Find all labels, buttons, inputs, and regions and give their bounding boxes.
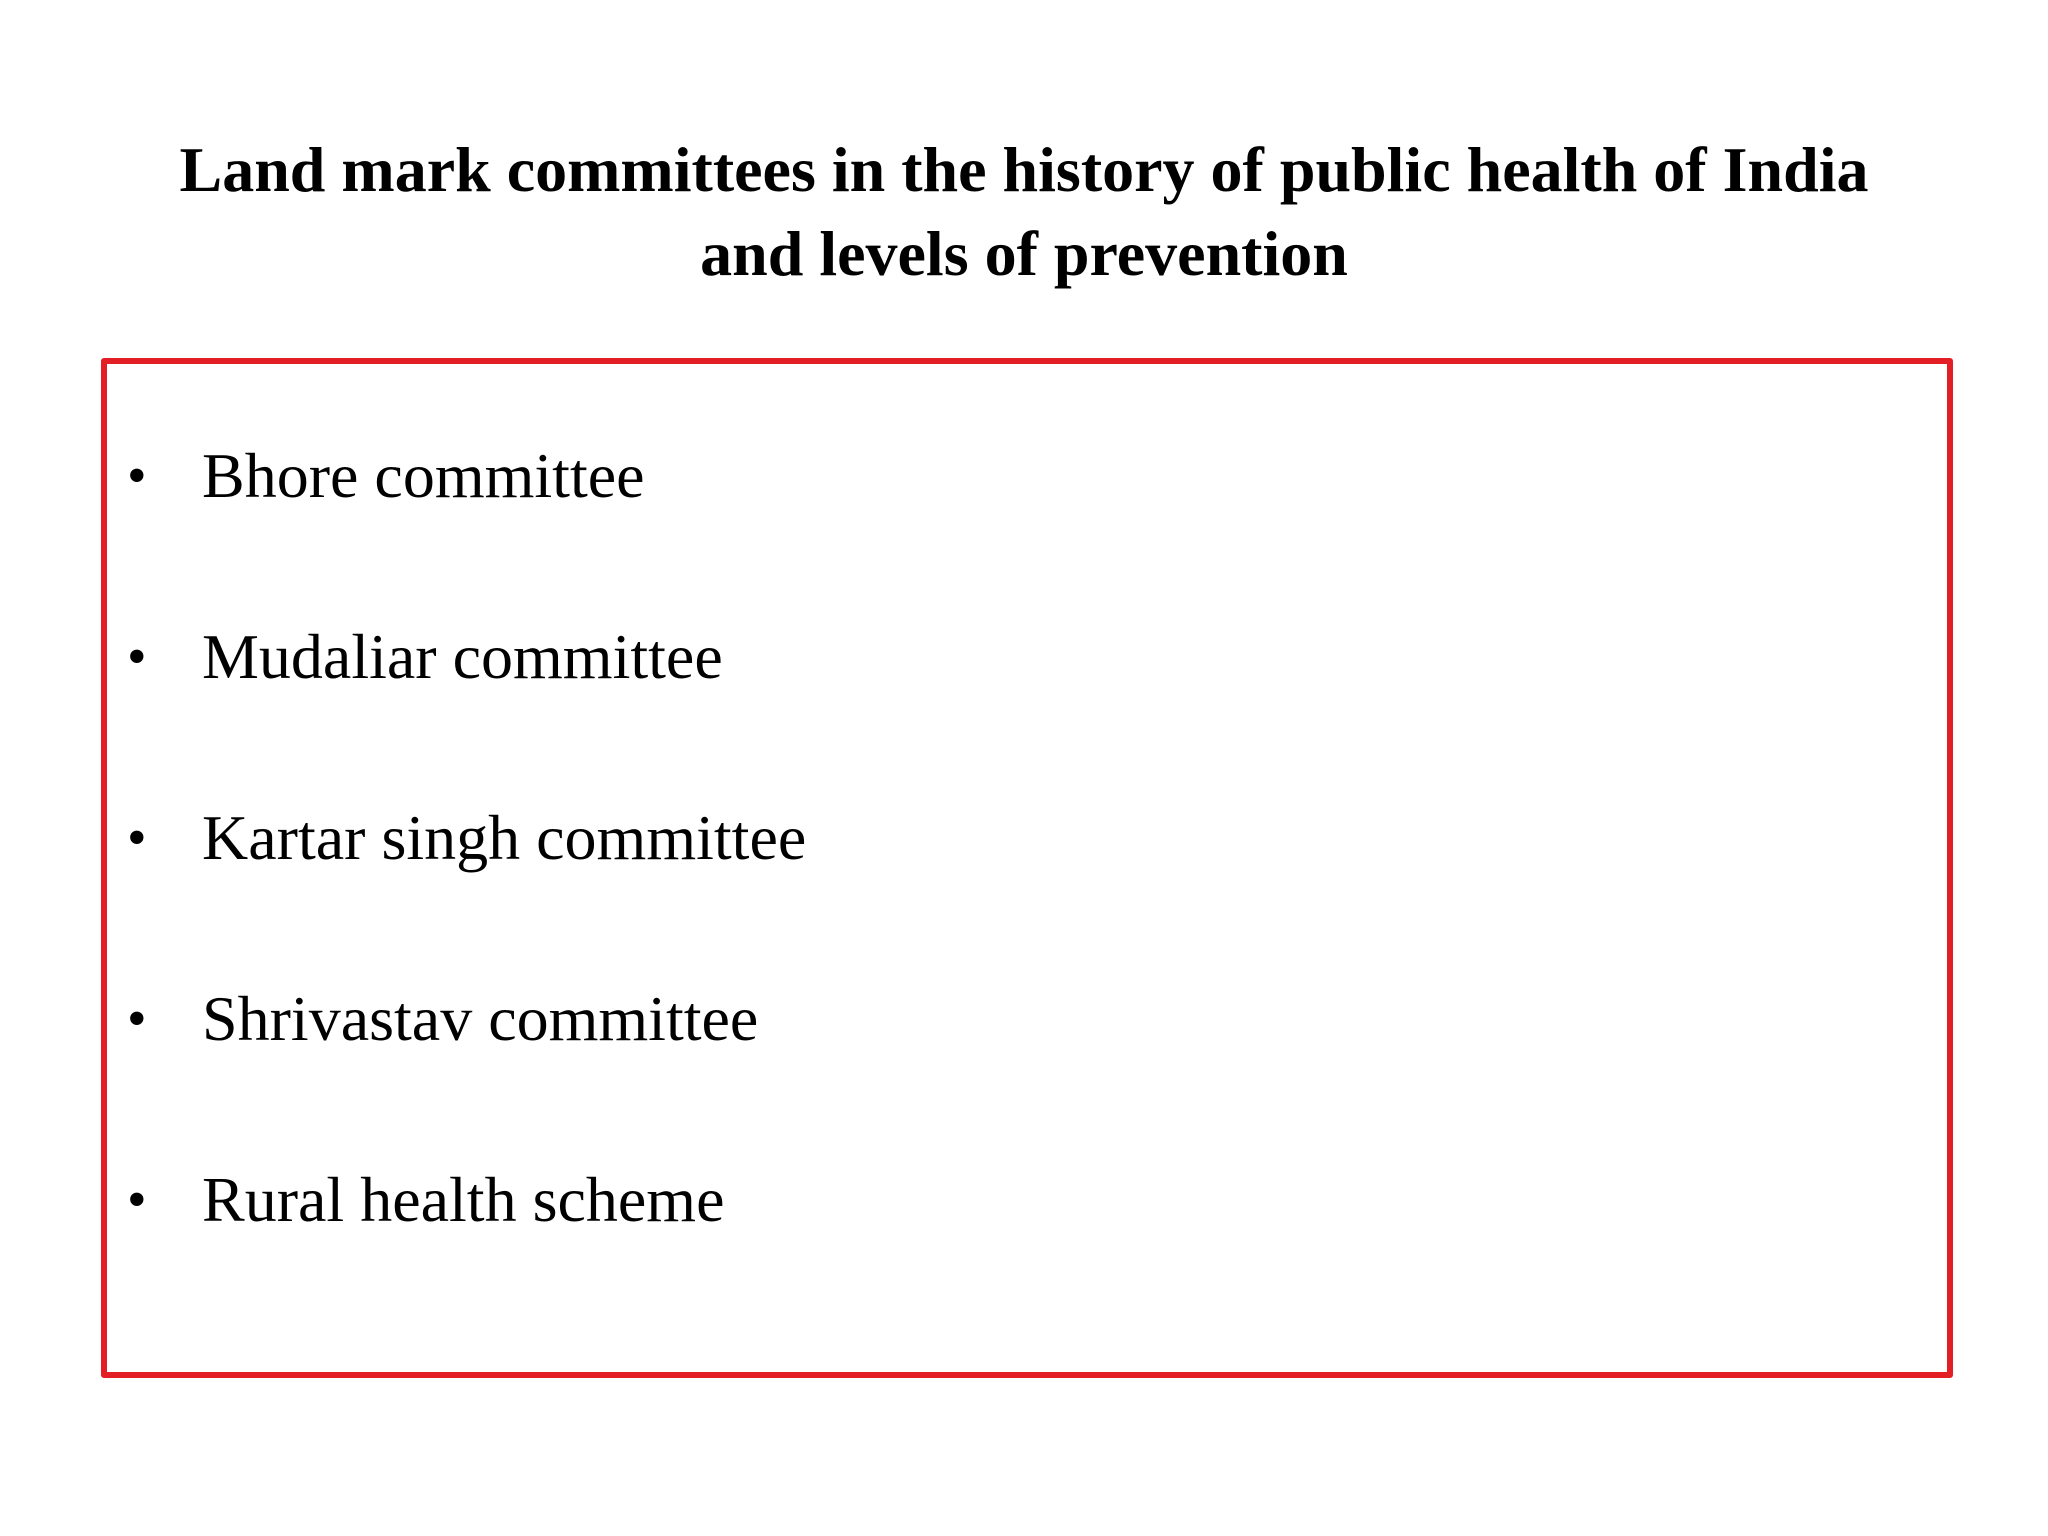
list-item-label: Mudaliar committee xyxy=(202,621,723,692)
slide-title xyxy=(100,128,1948,296)
bullet-icon: • xyxy=(127,1169,147,1231)
content-box xyxy=(101,358,1953,1378)
list-item-label: Bhore committee xyxy=(202,440,645,511)
list-item xyxy=(107,612,1807,702)
list-item-label: Shrivastav committee xyxy=(202,983,759,1054)
slide-title-line-2: and levels of prevention xyxy=(700,218,1348,289)
list-item xyxy=(107,1155,1807,1245)
list-item xyxy=(107,793,1807,883)
slide-title-line-1: Land mark committees in the history of public health of India xyxy=(179,134,1869,205)
bullet-icon: • xyxy=(127,445,147,507)
bullet-icon: • xyxy=(127,626,147,688)
list-item-label: Kartar singh committee xyxy=(202,802,807,873)
list-item xyxy=(107,974,1807,1064)
list-item xyxy=(107,431,1807,521)
list-item-label: Rural health scheme xyxy=(202,1164,725,1235)
bullet-icon: • xyxy=(127,988,147,1050)
bullet-icon: • xyxy=(127,807,147,869)
